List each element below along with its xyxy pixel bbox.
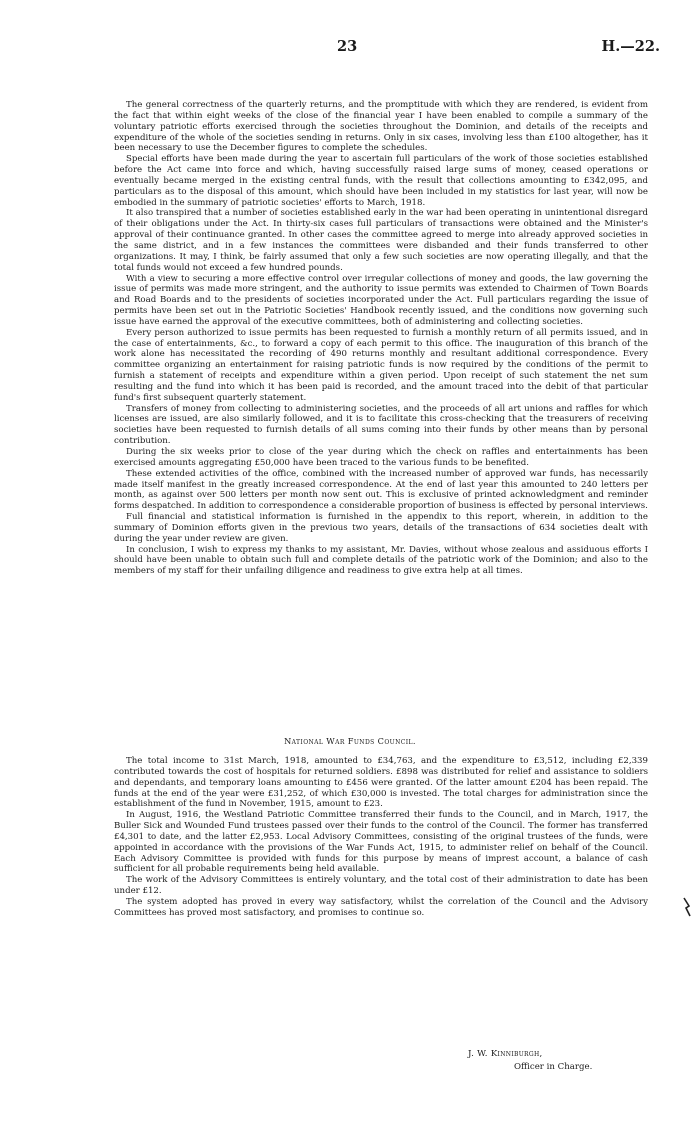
paragraph: In conclusion, I wish to express my thanks to my assistant, Mr. Davies, without whose zealous and assiduous efforts I should have been unable to obtain such full and complete details of the patriotic work of the Dominion; and also to the members of my staff for their unfailing diligence and readiness to give extra help at all times. [114, 544, 648, 577]
paragraph: The total income to 31st March, 1918, amounted to £34,763, and the expenditure to £3,512, including £2,339 contributed towards the cost of hospitals for returned soldiers. £898 was distributed for relief and assistance to soldiers and dependants, and temporary loans amounting to £456 were granted. Of the latter amount £204 has been repaid. The funds at the end of the year were £31,252, of which £30,000 is invested. The total charges for administration since the establishment of the fund in November, 1915, amount to £23. [114, 756, 648, 810]
paragraph: During the six weeks prior to close of the year during which the check on raffles and entertainments has been exercised amounts aggregating £50,000 have been traced to the various funds to be benefited. [114, 447, 648, 468]
paragraph: Transfers of money from collecting to administering societies, and the proceeds of all art unions and raffles for which licenses are issued, are also similarly followed, and it is to facilitate this cross-checking that the treasurers of receiving societies have been requested to furnish details of all sums coming into their funds by other means than by personal contribution. [114, 403, 648, 447]
paragraph: Full financial and statistical information is furnished in the appendix to this report, wherein, in addition to the summary of Dominion efforts given in the previous two years, details of the transactions of 634 societies dealt with during the year under review are given. [114, 512, 648, 544]
document-reference: H.—22. [601, 38, 660, 55]
section-heading: National War Funds Council. [284, 736, 416, 746]
page-header [0, 38, 700, 60]
report-body-part2 [114, 756, 648, 919]
page-number: 23 [337, 38, 358, 55]
paragraph: With a view to securing a more effective control over irregular collections of money and goods, the law governing the issue of permits was made more stringent, and the authority to issue permits was extended to Chairmen of Town Boards and Road Boards and to the presidents of societies incorporated under the Act. Full particulars regarding the issue of permits have been set out in the Patriotic Societies' Handbook recently issued, and the conditions now governing such issue have earned the approval of the executive committees, both of administering and collecting societies. [114, 273, 648, 327]
paragraph: It also transpired that a number of societies established early in the war had been operating in unintentional disregard of their obligations under the Act. In thirty-six cases full particulars of transactions were obtained and the Minister's approval of their continuance granted. In other cases the committee agreed to merge into already approved societies in the same district, and in a few instances the committees were disbanded and their funds transferred to other organizations. It may, I think, be fairly assumed that only a few such societies are now operating illegally, and that the total funds would not exceed a few hundred pounds. [114, 208, 648, 273]
paragraph: Every person authorized to issue permits has been requested to furnish a monthly return of all permits issued, and in the case of entertainments, &c., to forward a copy of each permit to this office. The inauguration of this branch of the work alone has necessitated the recording of 490 returns monthly and resultant additional correspondence. Every committee organizing an entertainment for raising patriotic funds is now required by the conditions of the permit to furnish a statement of receipts and expenditure within a given period. Upon receipt of such statement the net sum resulting and the fund into which it has been paid is recorded, and the amount traced into the debit of that particular fund's first subsequent quarterly statement. [114, 327, 648, 403]
paragraph: The system adopted has proved in every way satisfactory, whilst the correlation of the Council and the Advisory Committees has proved most satisfactory, and promises to continue so. [114, 896, 648, 918]
paragraph: The general correctness of the quarterly returns, and the promptitude with which they are rendered, is evident from the fact that within eight weeks of the close of the financial year I have been enabled to compile a summary of the voluntary patriotic efforts exercised through the societies throughout the Dominion, and details of the receipts and expenditure of the whole of the societies sending in returns. Only in six cases, involving less than £100 altogether, has it been necessary to use the December figures to complete the schedules. [114, 100, 648, 154]
signatory-title: Officer in Charge. [514, 1062, 593, 1072]
signature-block [468, 1048, 592, 1074]
signatory-name: J. W. Kinniburgh, [468, 1049, 543, 1059]
paragraph: In August, 1916, the Westland Patriotic Committee transferred their funds to the Council, and in March, 1917, the Buller Sick and Wounded Fund trustees passed over their funds to the control of the Council. The former has transferred £4,301 to date, and the latter £2,953. Local Advisory Committees, consisting of the original trustees of the funds, were appointed in accordance with the provisions of the War Funds Act, 1915, to administer relief on behalf of the Council. Each Advisory Committee is provided with funds for this purpose by means of imprest account, a balance of cash sufficient for all probable requirements being held available. [114, 810, 648, 875]
report-body-part1 [114, 100, 648, 577]
scan-mark-icon [683, 896, 691, 918]
paragraph: These extended activities of the office, combined with the increased number of approved war funds, has necessarily made itself manifest in the greatly increased correspondence. At the end of last year this amounted to 240 letters per month, as against over 500 letters per month now sent out. This is exclusive of printed acknowledgment and reminder forms despatched. In addition to correspondence a considerable proportion of business is effected by personal interviews. [114, 468, 648, 512]
paragraph: Special efforts have been made during the year to ascertain full particulars of the work of those societies established before the Act came into force and which, having successfully raised large sums of money, ceased operations or eventually became merged in the existing central funds, with the result that collections amounting to £342,095, and particulars as to the disposal of this amount, which should have been included in my statistics for last year, will now be embodied in the summary of patriotic societies' efforts to March, 1918. [114, 154, 648, 208]
paragraph: The work of the Advisory Committees is entirely voluntary, and the total cost of their administration to date has been under £12. [114, 875, 648, 897]
